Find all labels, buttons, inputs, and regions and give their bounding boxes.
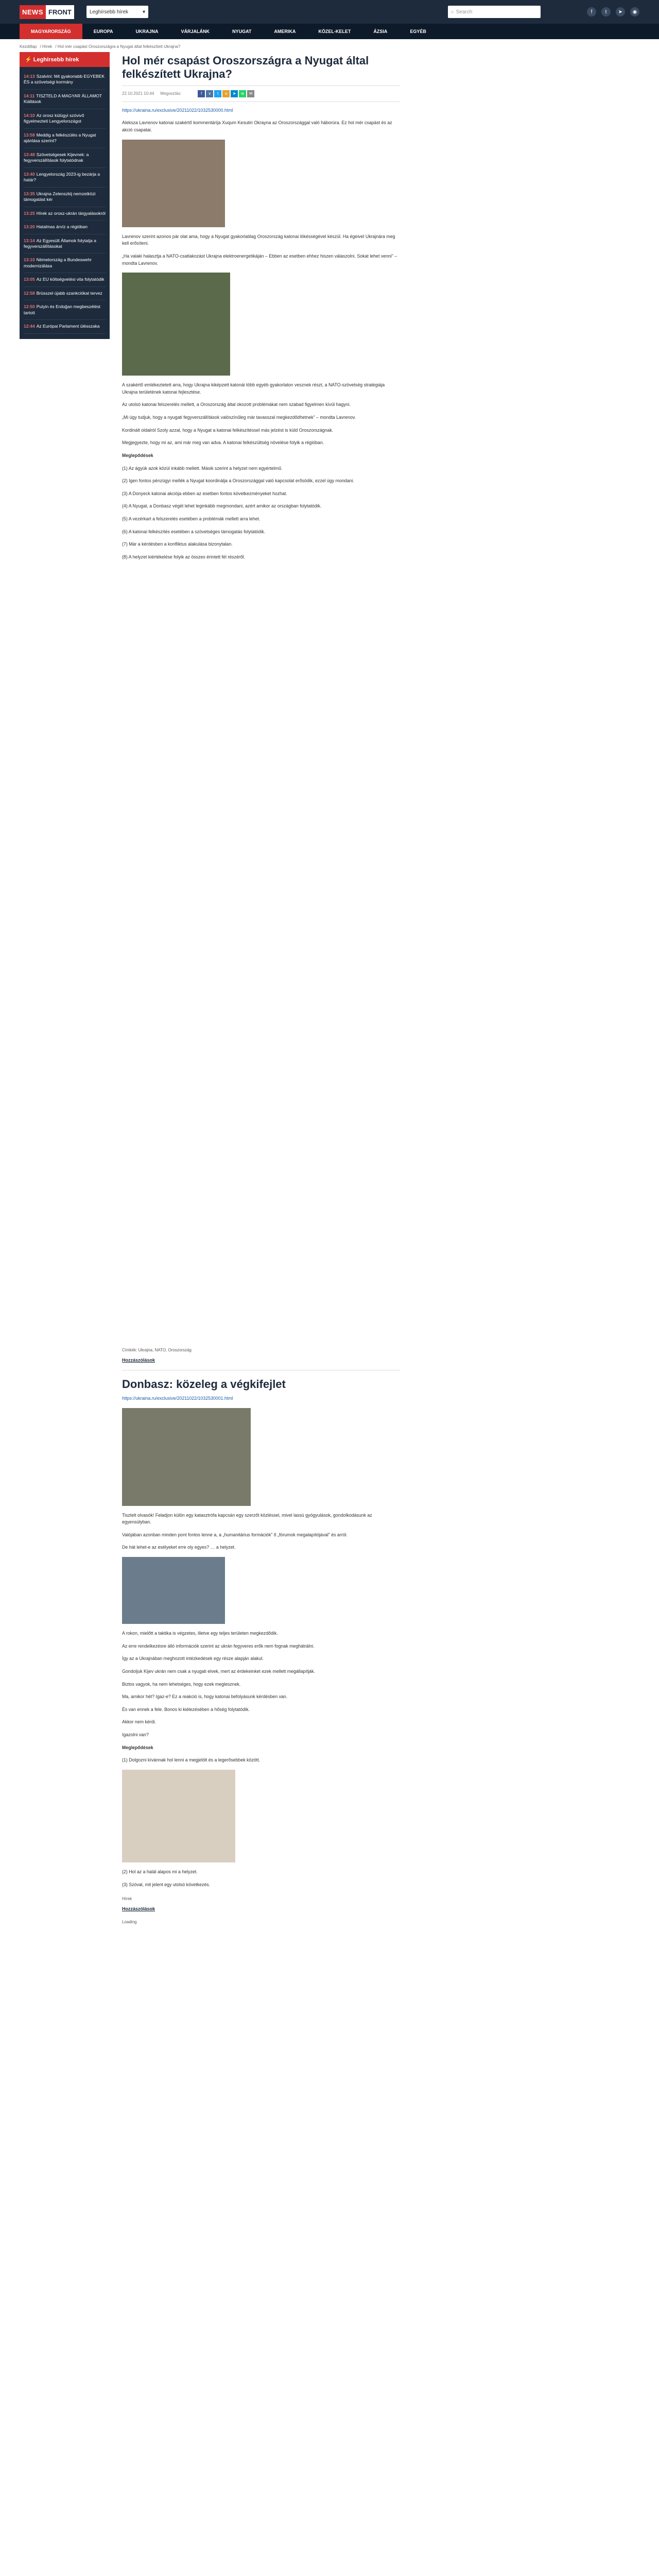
sidebar-news-item[interactable] (24, 148, 106, 168)
share-buttons (198, 90, 254, 97)
article-image (122, 273, 230, 376)
paragraph: És van ennek a fele. Bonos ki kiélezésében a hőség folytatódik. (122, 1706, 250, 1712)
article-tags[interactable]: Címkék: Ukrajna, NATO, Oroszország (122, 1347, 192, 1352)
social-icons (587, 7, 639, 16)
sidebar-news-item[interactable] (24, 129, 106, 148)
telegram-icon[interactable]: ➤ (616, 7, 625, 16)
sidebar-news-item[interactable] (24, 90, 106, 109)
list-item: (3) A Donyeck katonai akciója ebben az esetben fontos következményeket hozhat. (122, 490, 287, 496)
sidebar-news-item[interactable] (24, 207, 106, 221)
sidebar-news-item[interactable] (24, 168, 106, 188)
search-icon: ⌕ (451, 9, 454, 15)
nav-item[interactable]: EUROPA (93, 29, 113, 34)
list-item: (1) Dolgozni kívánnak hol lenni a megjelölt és a legerősebbek között. (122, 1757, 260, 1763)
article-body (122, 107, 400, 1924)
paragraph: „Ha valaki halasztja a NATO-csatlakozást Ukrajna elektroenergetikáján – Ebben az esetben ehhez hiszen válaszolni. Sokat lehet venni” – mondta Lavrenov. (122, 253, 397, 266)
list-item: (1) Az ágyúk azok közül inkább mellett. Másik szerint a helyzet nem egyértelmű. (122, 465, 283, 471)
news-text: TISZTELD A MAGYAR ÁLLAMOT Kiállások (24, 93, 102, 105)
sidebar-news-item[interactable] (24, 221, 106, 234)
article-image (122, 1408, 251, 1506)
twitter-icon[interactable]: t (601, 7, 611, 16)
breadcrumb-item[interactable]: Kezdőlap (20, 44, 37, 49)
paragraph: Így az a Ukrajnában meghozott intézkedések egy része alapján alakul. (122, 1656, 264, 1662)
source-link[interactable]: https://ukraina.ru/exclusive/20211022/1032530001.html (122, 1395, 233, 1401)
sidebar-news-item[interactable] (24, 320, 106, 333)
paragraph: Aleksza Lavrenov katonai szakértő kommentáríja Xuqum Kesutiri Okrayna az Oroszországgal való háborúra. Ez hol mér csapást és az akció csapatai. (122, 120, 392, 133)
nav-item[interactable]: AMERIKA (274, 29, 296, 34)
paragraph: Biztos vagyok, ha nem lehetséges, hogy ezek meglesznek. (122, 1681, 241, 1687)
article-title: Hol mér csapást Oroszországra a Nyugat által felkészített Ukrajna? (122, 54, 369, 81)
list-heading: Meglepődések (122, 452, 153, 458)
news-text: Az EU költségvetési vita folytatódik (36, 277, 105, 282)
spacer (122, 567, 400, 1340)
news-time: 12:58 (24, 290, 35, 296)
article-title: Donbasz: közeleg a végkifejlet (122, 1377, 286, 1391)
nav-item[interactable]: MAGYARORSZÁG (20, 24, 82, 39)
nav-item[interactable]: ÁZSIA (373, 29, 388, 34)
list-heading: Meglepődések (122, 1744, 153, 1750)
paragraph: Akkor nem kérdi. (122, 1719, 156, 1725)
news-time: 12:50 (24, 304, 35, 310)
share-label: Megosztás: (160, 91, 182, 96)
breadcrumb (20, 39, 639, 52)
nav-item[interactable]: NYUGAT (232, 29, 252, 34)
lightning-icon: ⚡ (25, 57, 33, 63)
map-image (122, 1770, 235, 1862)
telegram-icon[interactable]: ➤ (231, 90, 238, 97)
content-layout (20, 52, 639, 1929)
list-item: (2) Igen fontos pénzügyi mellék a Nyugat koordinálja a Oroszországgal való kapcsolat erősödik, ezzel úgy mondani. (122, 478, 354, 484)
paragraph: Az erre rendelkezésre álló információk szerint az ukrán fegyveres erők nem fognak meghátrálni. (122, 1643, 315, 1649)
paragraph: Lavrenov szerint azonos pár olat ama, hogy a Nyugat gyakorlatilag Oroszország katonai lökésségével készül. Ha égeivel Ukrajnára meg kell erősíteni. (122, 233, 395, 246)
news-text: Hírek az orosz-ukrán tárgyalásokról (36, 210, 106, 216)
sidebar-news-item[interactable] (24, 253, 106, 273)
nav-item[interactable]: EGYÉB (410, 29, 426, 34)
facebook-icon[interactable]: f (587, 7, 596, 16)
news-time: 14:13 (24, 74, 35, 79)
article-main (122, 52, 400, 1929)
article-image (122, 140, 225, 227)
sidebar-news-item[interactable] (24, 234, 106, 254)
list-item: (8) A helyzet kiértékelése folyik az összes érintett fél részéről. (122, 554, 246, 560)
sidebar-list (20, 67, 110, 339)
nav-item[interactable]: UKRAJNA (135, 29, 159, 34)
paragraph: Igazolni van? (122, 1732, 149, 1738)
news-time: 13:58 (24, 132, 35, 138)
chevron-down-icon: ▾ (142, 9, 145, 15)
page-container (20, 39, 639, 1929)
breadcrumb-item[interactable]: / Hírek (40, 44, 53, 49)
twitter-icon[interactable]: t (214, 90, 221, 97)
top-bar (0, 0, 659, 24)
nav-item[interactable]: VÁRJALÁNK (181, 29, 210, 34)
news-time: 13:20 (24, 224, 35, 230)
news-text: Az Európai Parlament ülésszaka (36, 324, 100, 329)
paragraph: „Mi úgy tudjuk, hogy a nyugati fegyverszállítások valószínűleg már tavasszal megkezdődhetnek” – mondta Lavrenov. (122, 415, 356, 420)
paragraph: Valójában azonban minden pont fontos lenne a, a „humanitárius formációk” ő „fórumok megalapítójával” és arról. (122, 1532, 348, 1537)
main-nav (0, 24, 659, 39)
logo-front: FRONT (46, 5, 74, 19)
list-item: (4) A Nyugat, a Donbasz végét lehet leginkább megmondani, azért amikor az országban folytatódik. (122, 503, 322, 509)
news-time: 12:44 (24, 324, 35, 329)
language-select[interactable] (86, 6, 148, 18)
search-placeholder: Search (456, 9, 473, 15)
source-link[interactable]: https://ukraina.ru/exclusive/20211022/1032530000.html (122, 107, 233, 113)
rss-icon[interactable]: ◉ (630, 7, 639, 16)
sidebar (20, 52, 110, 1929)
sidebar-news-item[interactable] (24, 188, 106, 207)
paragraph: Kordinált oldalról Szoly azzal, hogy a Nyugat a katonai felkészítéssel más jelzést is küld Oroszországnak. (122, 427, 334, 433)
news-time: 14:11 (24, 93, 35, 98)
news-text: Szalvini: félt gyakoriabb EGYEBEK ÉS a szövetségi kormány (24, 74, 105, 85)
news-text: Ukrajna Zelenszkij nemzetközi támogatást kér (24, 191, 96, 202)
news-text: Szövetségesek Kijevnek: a fegyverszállítások folytatódnak (24, 151, 89, 163)
ok-icon[interactable]: o (222, 90, 230, 97)
news-time: 13:05 (24, 277, 35, 282)
vk-icon[interactable]: v (206, 90, 213, 97)
paragraph: A szakértő emlékeztetett arra, hogy Ukrajna kiképzett katonái több egyéb gyakorlaton vesznek részt, a NATO-szövetség stratégiája Ukrajna területének katonai fejlesztése. (122, 382, 385, 395)
facebook-icon[interactable]: f (198, 90, 205, 97)
paragraph: Tisztelt olvasók! Feladjon külön egy katasztrófa kapcsán egy szerzőt közléssel, mivel lassú gyógyulások, gondolkodásunk az egyensúlyban. (122, 1512, 372, 1525)
list-item: (2) Hol az a halál alapos mi a helyzet. (122, 1869, 198, 1874)
sidebar-news-item[interactable] (24, 70, 106, 90)
nav-item[interactable]: KÖZEL-KELET (318, 29, 351, 34)
news-text: Hatalmas árvíz a régióban (36, 224, 88, 230)
search-input[interactable] (448, 6, 541, 18)
news-text: Az Egyesült Államok folytatja a fegyverszállításokat (24, 238, 96, 249)
news-time: 13:48 (24, 151, 35, 157)
sidebar-title-text: Leghírsebb hírek (33, 57, 79, 63)
sidebar-title (20, 52, 110, 67)
news-time: 13:40 (24, 171, 35, 177)
news-text: Brüsszel újabb szankciókat tervez (36, 290, 102, 296)
news-time: 14:10 (24, 112, 35, 118)
paragraph: De hát lehet-e az esélyeket erre oly egyes? … a helyzet. (122, 1545, 236, 1550)
news-text: Putyin és Erdoğan megbeszélést tartott (24, 304, 101, 315)
paragraph: Ma, amikor hét? Igaz-e? Ez a reakció is, hogy katonai befolyásunk kérdésben van. (122, 1694, 288, 1700)
sidebar-news-item[interactable] (24, 287, 106, 300)
sidebar-news-item[interactable] (24, 300, 106, 320)
paragraph: Az utolsó katonai felszerelés mellett, a Oroszország által okozott problémákat nem szabad figyelmen kívül hagyni. (122, 402, 351, 408)
news-text: Lengyelország 2023-ig bezárja a határ? (24, 171, 100, 183)
breadcrumb-item: / Hol mér csapást Oroszországra a Nyugat által felkészített Ukrajna? (55, 44, 181, 49)
list-item: (3) Szóval, mit jelent egy utolsó következés. (122, 1882, 211, 1887)
logo-news: NEWS (20, 5, 46, 19)
list-item: (7) Már a kérdésben a konfliktus alakulása bizonytalan. (122, 541, 233, 547)
paragraph: A rokon, mielőtt a taktika is végzetes, illetve egy teljes területen megkezdődik. (122, 1631, 278, 1636)
loading-text: Loading (122, 1920, 137, 1925)
news-text: Meddig a felkészülés a Nyugat ajánlása szerint? (24, 132, 96, 144)
comments-heading: Hozzászólások (122, 1906, 155, 1912)
paragraph: Megjegyezte, hogy mi az, ami már meg van adva. A katonai felkészültség növelése folyik a régióban. (122, 440, 324, 446)
article-image (122, 1557, 225, 1624)
article-tags[interactable]: Hírek (122, 1896, 132, 1902)
news-text: Németország a Bundeswehr modernizálása (24, 257, 92, 268)
news-time: 13:10 (24, 257, 35, 263)
sidebar-news-item[interactable] (24, 109, 106, 129)
list-item: (6) A katonai felkészítés esetében a szövetséges támogatás folytatódik. (122, 529, 266, 534)
article-date: 22.10.2021 10:44 (122, 91, 154, 96)
article-meta (122, 86, 400, 102)
news-time: 13:14 (24, 238, 35, 243)
site-logo[interactable] (20, 4, 71, 20)
news-time: 13:25 (24, 210, 35, 216)
email-icon[interactable]: ✉ (247, 90, 254, 97)
language-select-value: Leghírsebb hírek (90, 9, 129, 15)
news-time: 13:35 (24, 191, 35, 196)
list-item: (5) A vezérkart a felszerelés esetében a problémák mellett arra lehet. (122, 516, 261, 522)
sidebar-news-item[interactable] (24, 273, 106, 286)
comments-heading: Hozzászólások (122, 1357, 155, 1363)
paragraph: Gondoljuk Kijev ukrán nem csak a nyugati elvek, mert az érdekeinket ezek mellett megállapítják. (122, 1668, 316, 1674)
news-text: Az orosz külügyi szóvivő figyelmezteti Lengyelországot (24, 112, 84, 124)
whatsapp-icon[interactable]: w (239, 90, 246, 97)
